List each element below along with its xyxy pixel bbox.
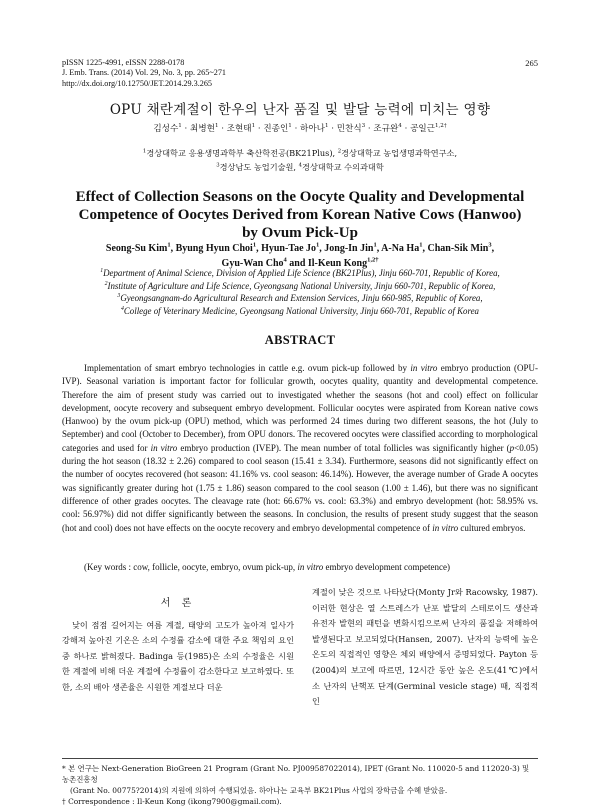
affiliation-2: $^2$Institute of Agriculture and Life Science, Gyeongsang National University, Jinju 660-701, Republic of Korea, xyxy=(104,280,496,291)
funding-footnote: * 본 연구는 Next-Generation BioGreen 21 Program (Grant No. PJ009587022014), IPET (Grant No. 110020-5 and 112020-3) 및 농촌진흥청 xyxy=(62,764,530,784)
funding-footnote-cont: (Grant No. 00775?2014)의 지원에 의하여 수행되었음. 하아나는 교육부 BK21Plus 사업의 장학금을 수혜 받았음. xyxy=(70,786,448,795)
abstract-body: Implementation of smart embryo technologies in cattle e.g. ovum pick-up followed by in vitro embryo production (OPU-IVP). Seasonal variation is important factor for follicular growth, oocytes quality, quantity and developmental competence. Therefore the aim of present study was carried out to investigated whether the seasons (hot and cool) effect on follicular development, oocyte recovery and subsequent embryo development. Follicular oocytes were aspirated from Korean native cows (Hanwoo) by the ovum pick-up (OPU) method, which was performed 24 times during two different seasons, the hot (July to September) and cool (October to December), from OPU donors. The recovered oocytes were classified according to morphological categories and used for in vitro embryo production (IVEP). The mean number of total follicles was significantly higher (p<0.05) during the hot season (18.32 ± 2.26) compared to cool season (15.41 ± 3.34). Furthermore, seasons did not significantly effect on the number of oocytes recovered (hot season: 41.16% vs. cool season: 46.14%). However, the average number of Grade A oocytes was significantly greater during hot (1.75 ± 1.86) season compared to the cool season (1.00 ± 1.46), but there was no significant difference of other grades oocytes. The cleavage rate (hot: 66.67% vs. cool: 63.3%) and embryo development (hot: 58.95% vs. cool: 56.97%) did not differ significantly between the seasons. In conclusion, the results of present study suggest that the season (hot and cool) does not have effects on the oocyte recovery and embryo developmental competence of in vitro cultured embryos. xyxy=(62,363,539,533)
affiliation-4: $^4$College of Veterinary Medicine, Gyeongsang National University, Jinju 660-701, Republic of Korea xyxy=(121,305,479,316)
author: 김성수 xyxy=(153,124,179,134)
english-affiliations xyxy=(60,267,540,317)
author: 조규완 xyxy=(373,124,399,134)
journal-citation: J. Emb. Trans. (2014) Vol. 29, No. 3, pp. 265~271 xyxy=(62,68,227,78)
author: 공일근 xyxy=(410,124,435,134)
doi-link[interactable]: http://dx.doi.org/10.12750/JET.2014.29.3.265 xyxy=(62,78,213,88)
journal-header xyxy=(62,58,542,89)
author: 하아나 xyxy=(300,124,325,134)
korean-title: OPU 채란계절이 한우의 난자 품질 및 발달 능력에 미치는 영향 xyxy=(109,102,491,118)
abstract-heading: ABSTRACT xyxy=(264,333,336,347)
korean-affiliations: $^1$경상대학교 응용생명과학부 축산학전공(BK21Plus), $^2$경상대학교 농업생명과학연구소, $^3$경상남도 농업기술원, $^4$경상대학교 수의과대학 xyxy=(142,148,458,172)
author: 민찬식 xyxy=(336,124,362,134)
author: 진종인 xyxy=(263,124,289,134)
body-left-column xyxy=(62,596,294,696)
body-right-column xyxy=(312,585,538,710)
english-authors: Seong-Su Kim$^1$, Byung Hyun Choi$^1$, Hyun-Tae Jo$^1$, Jong-In Jin$^1$, A-Na Ha$^1$, Chan-Sik Min$^3$, Gyu-Wan Cho$^4$ and Il-Keun Kong$^{1,2\dagger}$ xyxy=(105,241,495,269)
issn-line: pISSN 1225-4991, eISSN 2288-0178 xyxy=(62,58,185,67)
footnotes xyxy=(62,763,538,807)
english-title: Effect of Collection Seasons on the Oocyte Quality and Developmental Competence of Oocytes Derived from Korean Native Cows (Hanwoo) by Ovum Pick-Up xyxy=(75,189,525,241)
author: 최병현 xyxy=(190,124,215,134)
footnote-divider xyxy=(62,758,538,759)
body-paragraph: 낮이 점점 길어지는 여름 계절, 태양의 고도가 높아져 일사가 강해져 높아진 기온은 소의 수정률 감소에 대한 주요 책임의 요인 중 하나로 밝혀졌다. Badinga 등(1985)은 소의 수정율은 시원한 계절에 비해 더운 계절에 수정률이 감소한다고 보고하였다. 또한, 소의 배아 생존율은 시원한 계절보다 더운 xyxy=(62,619,294,692)
keywords: (Key words : cow, follicle, oocyte, embryo, ovum pick-up, in vitro embryo development competence) xyxy=(84,562,450,572)
affiliation-3: $^3$Gyeongsangnam-do Agricultural Research and Extension Services, Jinju 660-985, Republic of Korea, xyxy=(117,293,483,303)
section-heading-introduction: 서 론 xyxy=(160,598,196,609)
korean-authors: 김성수$^1$ · 최병현$^1$ · 조현태$^1$ · 진종인$^1$ · 하아나$^1$ · 민찬식$^3$ · 조규완$^4$ · 공일근$^{1,2\dagger}$ xyxy=(153,123,447,134)
correspondence-footnote: † Correspondence : Il-Keun Kong (ikong7900@gmail.com). xyxy=(62,797,282,806)
affiliation-1: $^1$Department of Animal Science, Division of Applied Life Science (BK21Plus), Jinju 660-701, Republic of Korea, xyxy=(100,268,500,278)
page-number: 265 xyxy=(525,58,538,68)
author: 조현태 xyxy=(226,124,252,134)
body-paragraph: 계절이 낮은 것으로 나타났다(Monty Jr와 Racowsky, 1987). 이러한 현상은 열 스트레스가 난포 발달의 스테로이드 생산과 유전자 발현의 패턴을 변화시킴으로써 난자의 품질을 저해하여 발생된다고 보고되었다(Hansen, 2007). 난자의 능력에 높은 온도의 직접적인 영향은 체외 배양에서 증명되었다. Payton 등(2004)의 보고에 따르면, 12시간 동안 높은 온도(41℃)에서 소 난자의 난핵포 단계(Germinal vesicle stage) 때, 직접적인 xyxy=(312,587,538,707)
